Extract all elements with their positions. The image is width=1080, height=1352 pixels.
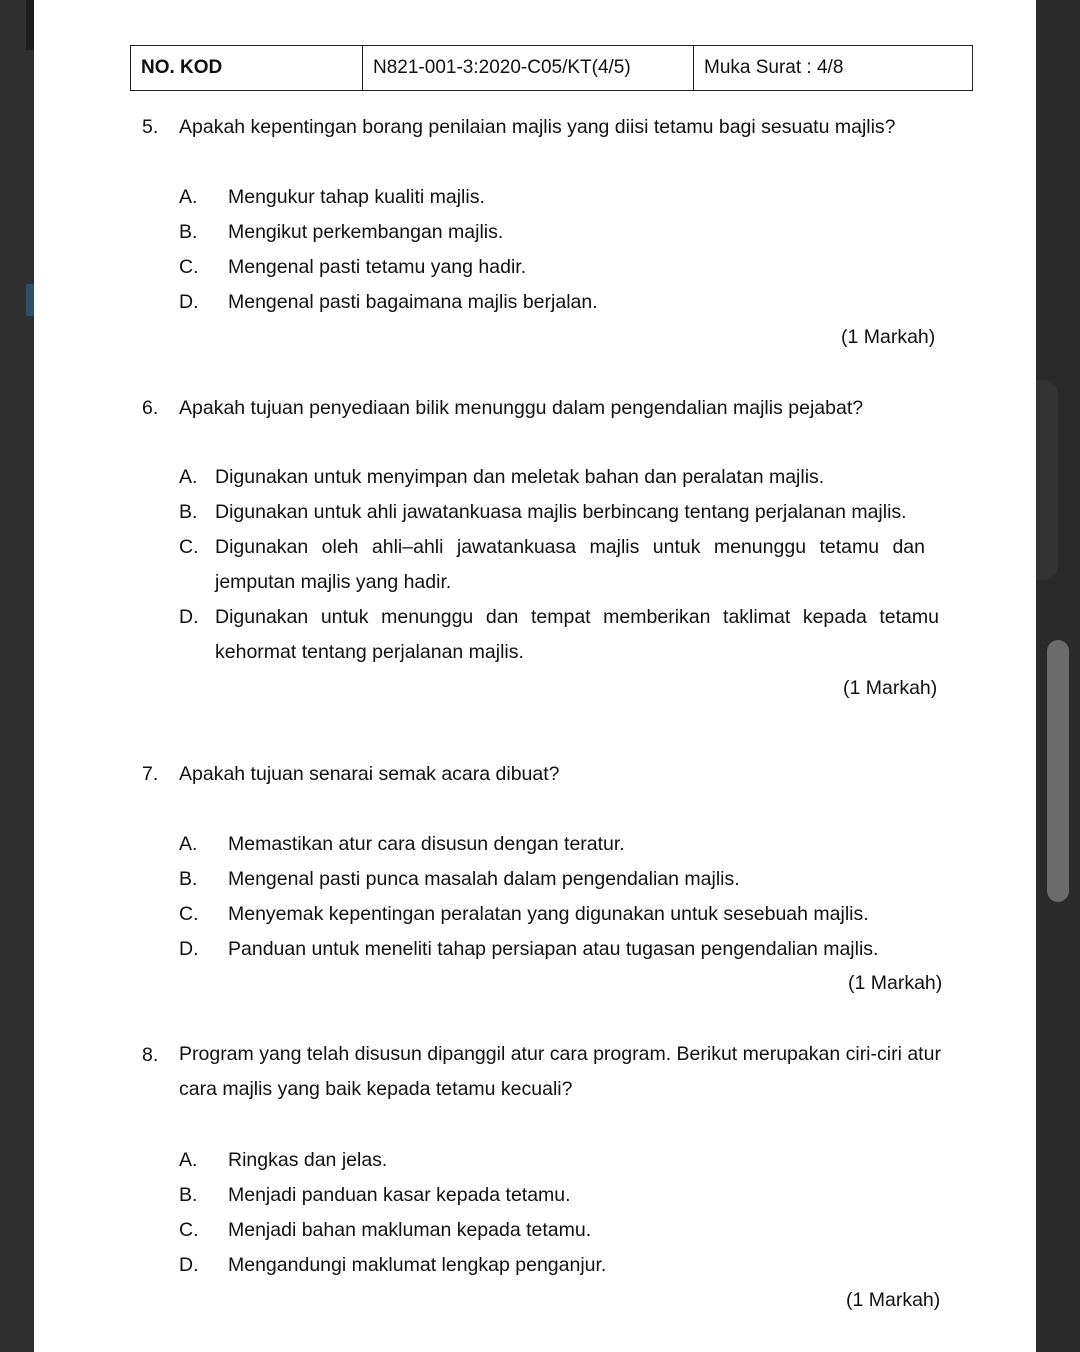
option-text: Menyemak kepentingan peralatan yang digunakan untuk sesebuah majlis. <box>228 903 869 925</box>
question-number: 8. <box>142 1044 159 1066</box>
code-value: N821-001-3:2020-C05/KT(4/5) <box>363 46 694 91</box>
question-text: Program yang telah disusun dipanggil atur cara program. Berikut merupakan ciri-ciri atur cara majlis yang baik kepada tetamu kecuali? <box>179 1043 941 1100</box>
option-text: Memastikan atur cara disusun dengan teratur. <box>228 833 625 855</box>
option-text: Mengandungi maklumat lengkap penganjur. <box>228 1254 607 1276</box>
option-text: Mengikut perkembangan majlis. <box>228 221 504 243</box>
question-text: Apakah tujuan penyediaan bilik menunggu dalam pengendalian majlis pejabat? <box>179 397 864 419</box>
option-text: Ringkas dan jelas. <box>228 1149 388 1171</box>
option-label: D. <box>179 606 199 628</box>
header-table <box>130 45 973 91</box>
option-text: Digunakan oleh ahli–ahli jawatankuasa majlis untuk menunggu tetamu dan jemputan majlis yang hadir. <box>215 536 925 593</box>
option-label: D. <box>179 291 199 313</box>
option-label: B. <box>179 501 198 523</box>
option-label: C. <box>179 256 199 278</box>
marks-label: (1 Markah) <box>846 1289 941 1311</box>
option-text: Mengenal pasti bagaimana majlis berjalan. <box>228 291 598 313</box>
option-label: D. <box>179 1254 199 1276</box>
option-text: Mengenal pasti tetamu yang hadir. <box>228 256 527 278</box>
option-label: B. <box>179 221 198 243</box>
scrollbar-thumb[interactable] <box>1047 640 1069 902</box>
option-label: D. <box>179 938 199 960</box>
option-label: B. <box>179 1184 198 1206</box>
left-gutter <box>0 0 34 1352</box>
code-label: NO. KOD <box>131 46 363 91</box>
question-number: 5. <box>142 116 159 138</box>
option-label: C. <box>179 1219 199 1241</box>
side-card <box>1036 380 1058 580</box>
option-label: B. <box>179 868 198 890</box>
option-text: Panduan untuk meneliti tahap persiapan atau tugasan pengendalian majlis. <box>228 938 879 960</box>
option-text: Menjadi bahan makluman kepada tetamu. <box>228 1219 592 1241</box>
option-text: Menjadi panduan kasar kepada tetamu. <box>228 1184 571 1206</box>
option-label: A. <box>179 466 198 488</box>
option-label: A. <box>179 1149 198 1171</box>
option-text: Digunakan untuk menunggu dan tempat memberikan taklimat kepada tetamu kehormat tentang perjalanan majlis. <box>215 606 939 663</box>
option-label: A. <box>179 186 198 208</box>
option-label: C. <box>179 536 199 558</box>
question-text: Apakah kepentingan borang penilaian majlis yang diisi tetamu bagi sesuatu majlis? <box>179 116 896 138</box>
page-number: Muka Surat : 4/8 <box>694 46 973 91</box>
marks-label: (1 Markah) <box>843 677 938 699</box>
question-text: Apakah tujuan senarai semak acara dibuat? <box>179 763 560 785</box>
option-text: Digunakan untuk menyimpan dan meletak bahan dan peralatan majlis. <box>215 466 825 488</box>
option-text: Mengukur tahap kualiti majlis. <box>228 186 485 208</box>
marks-label: (1 Markah) <box>848 972 943 994</box>
marks-label: (1 Markah) <box>841 326 936 348</box>
option-label: C. <box>179 903 199 925</box>
option-text: Digunakan untuk ahli jawatankuasa majlis berbincang tentang perjalanan majlis. <box>215 501 907 523</box>
option-label: A. <box>179 833 198 855</box>
gutter-strip <box>26 0 34 50</box>
option-text: Mengenal pasti punca masalah dalam pengendalian majlis. <box>228 868 740 890</box>
question-number: 7. <box>142 763 159 785</box>
gutter-bookmark-icon <box>26 284 34 316</box>
document-page <box>34 0 1036 1352</box>
question-number: 6. <box>142 397 159 419</box>
